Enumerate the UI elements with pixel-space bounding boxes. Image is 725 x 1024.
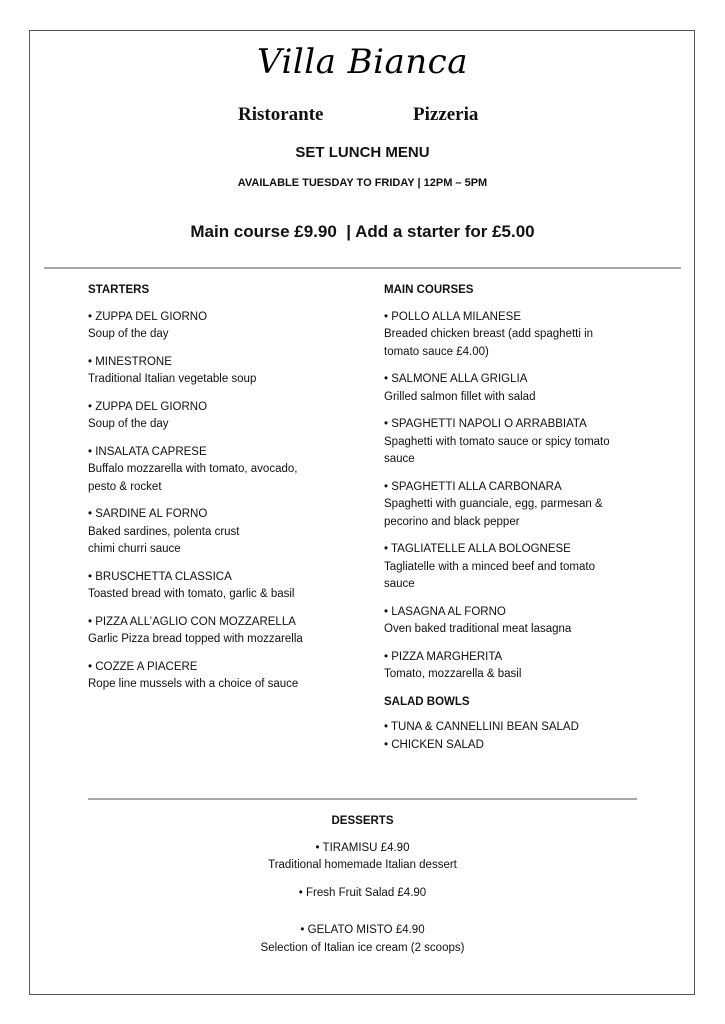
- item-description: pecorino and black pepper: [384, 515, 520, 528]
- menu-item: [88, 614, 358, 649]
- item-description: sauce: [384, 453, 415, 465]
- item-name: • TAGLIATELLE ALLA BOLOGNESE: [384, 543, 571, 555]
- menu-item: [88, 444, 358, 497]
- menu-item: [384, 541, 644, 594]
- item-name: • ZUPPA DEL GIORNO: [88, 400, 208, 413]
- salad-item: • CHICKEN SALAD: [384, 738, 484, 751]
- item-description: Traditional Italian vegetable soup: [88, 373, 257, 385]
- item-description: Oven baked traditional meat lasagna: [384, 623, 572, 635]
- menu-item: [88, 569, 358, 604]
- item-description: Baked sardines, polenta crust: [88, 525, 240, 538]
- menu-item: [384, 649, 644, 684]
- menu-item: [88, 659, 358, 694]
- item-description: Spaghetti with guanciale, egg, parmesan &: [384, 498, 603, 510]
- item-description: pesto & rocket: [88, 480, 162, 493]
- item-description: chimi churri sauce: [88, 543, 181, 555]
- item-description: sauce: [384, 578, 415, 590]
- dessert-item: [88, 922, 637, 957]
- starters-column: [88, 282, 358, 704]
- mains-column: [384, 282, 644, 754]
- restaurant-logo: Villa Bianca: [257, 42, 468, 82]
- item-description: Soup of the day: [88, 328, 169, 340]
- item-description: Toasted bread with tomato, garlic & basil: [88, 588, 295, 600]
- item-name: • TIRAMISU £4.90: [315, 841, 410, 854]
- item-name: • COZZE A PIACERE: [88, 660, 198, 673]
- mains-heading: MAIN COURSES: [384, 284, 474, 296]
- item-name: • ZUPPA DEL GIORNO: [88, 310, 208, 323]
- item-description: Selection of Italian ice cream (2 scoops): [260, 941, 465, 954]
- menu-item: [384, 371, 644, 406]
- item-description: Traditional homemade Italian dessert: [268, 859, 457, 871]
- dessert-item: [88, 840, 637, 875]
- menu-item: [88, 309, 358, 344]
- item-name: • LASAGNA AL FORNO: [384, 605, 506, 618]
- item-name: • BRUSCHETTA CLASSICA: [88, 570, 232, 583]
- menu-item: [384, 479, 644, 532]
- dessert-item: [88, 885, 637, 903]
- menu-item: [88, 354, 358, 389]
- menu-item: [384, 604, 644, 639]
- desserts-section: [88, 813, 637, 967]
- item-name: • Fresh Fruit Salad £4.90: [298, 886, 427, 899]
- item-name: • SALMONE ALLA GRIGLIA: [384, 373, 528, 385]
- divider-top: [44, 267, 681, 269]
- item-name: • POLLO ALLA MILANESE: [384, 310, 521, 323]
- menu-title: SET LUNCH MENU: [295, 144, 430, 161]
- item-description: Rope line mussels with a choice of sauce: [88, 678, 299, 690]
- item-name: • PIZZA ALL’AGLIO CON MOZZARELLA: [88, 615, 296, 628]
- pricing-text: Main course £9.90 | Add a starter for £5.00: [190, 222, 535, 241]
- availability-text: AVAILABLE TUESDAY TO FRIDAY | 12PM – 5PM: [237, 177, 488, 189]
- menu-item: [88, 506, 358, 559]
- item-description: Grilled salmon fillet with salad: [384, 390, 536, 403]
- menu-item: [384, 416, 644, 469]
- menu-item: [384, 309, 644, 362]
- item-description: Soup of the day: [88, 418, 169, 430]
- item-description: Garlic Pizza bread topped with mozzarella: [88, 633, 303, 645]
- menu-item: [88, 399, 358, 434]
- item-description: Tagliatelle with a minced beef and tomato: [384, 560, 595, 573]
- item-description: Spaghetti with tomato sauce or spicy tomato: [384, 435, 610, 448]
- item-description: tomato sauce £4.00): [384, 345, 489, 358]
- item-name: • GELATO MISTO £4.90: [300, 924, 425, 936]
- item-name: • SARDINE AL FORNO: [88, 508, 208, 520]
- item-description: Tomato, mozzarella & basil: [384, 668, 522, 680]
- item-name: • MINESTRONE: [88, 355, 172, 368]
- salad-item: • TUNA & CANNELLINI BEAN SALAD: [384, 721, 579, 733]
- divider-bottom: [88, 798, 637, 800]
- desserts-heading: DESSERTS: [331, 815, 394, 827]
- item-name: • INSALATA CAPRESE: [88, 445, 207, 458]
- item-name: • SPAGHETTI ALLA CARBONARA: [384, 480, 562, 493]
- item-name: • PIZZA MARGHERITA: [384, 650, 503, 663]
- salad-bowls-heading: SALAD BOWLS: [384, 695, 470, 708]
- item-description: Buffalo mozzarella with tomato, avocado,: [88, 463, 298, 475]
- subtitle-ristorante: Ristorante: [238, 104, 324, 125]
- starters-heading: STARTERS: [88, 284, 150, 296]
- subtitle-pizzeria: Pizzeria: [413, 104, 479, 125]
- item-name: • SPAGHETTI NAPOLI O ARRABBIATA: [384, 418, 587, 430]
- item-description: Breaded chicken breast (add spaghetti in: [384, 328, 594, 340]
